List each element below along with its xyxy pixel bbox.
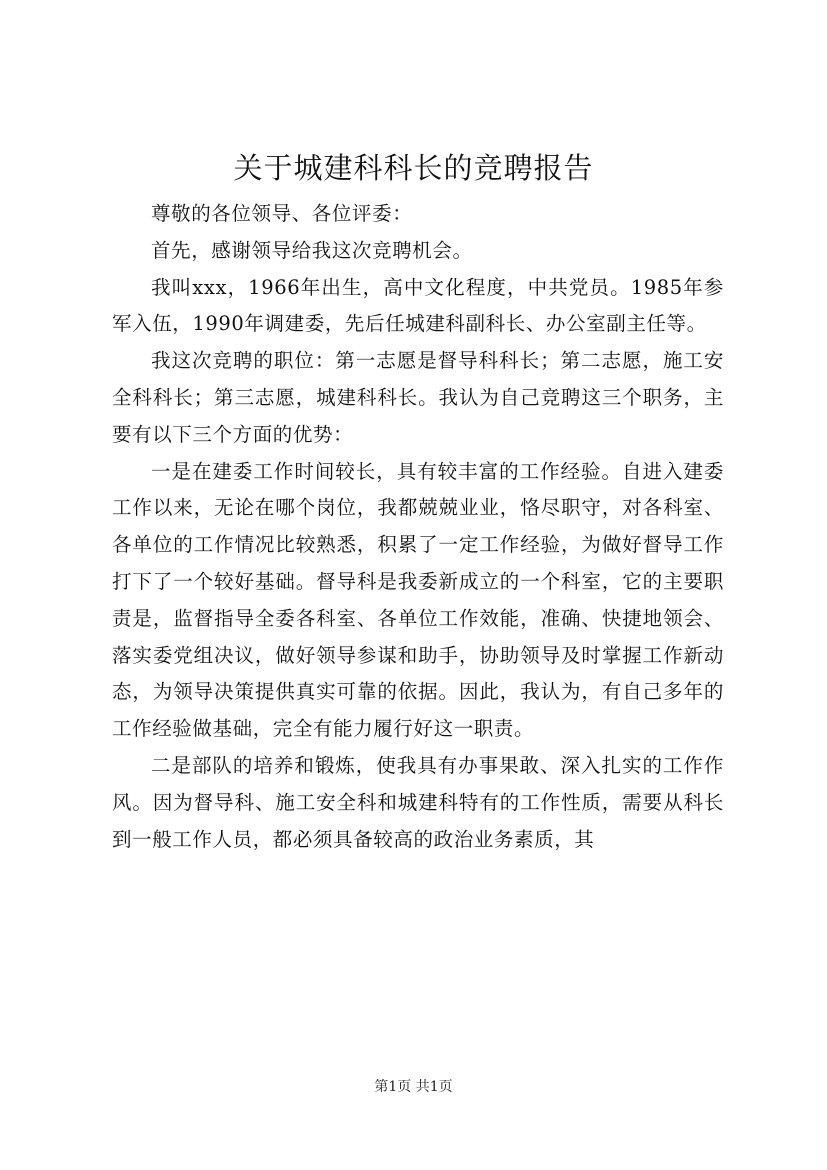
document-body — [112, 196, 724, 858]
document-title: 关于城建科科长的竞聘报告 — [233, 151, 594, 185]
paragraph-introduction: 我叫xxx，1966年出生，高中文化程度，中共党员。1985年参军入伍，1990年调建委，先后任城建科副科长、办公室副主任等。 — [112, 275, 724, 336]
paragraph-thanks: 首先，感谢领导给我这次竞聘机会。 — [151, 238, 473, 262]
page-footer: 第1页 共1页 — [374, 1079, 453, 1095]
paragraph-salutation: 尊敬的各位领导、各位评委： — [151, 202, 413, 225]
paragraph-advantage-one: 一是在建委工作时间较长，具有较丰富的工作经验。自进入建委工作以来，无论在哪个岗位，我都兢兢业业，恪尽职守，对各科室、各单位的工作情况比较熟悉，积累了一定工作经验，为做好督导工作打下了一个较好基础。督导科是我委新成立的一个科室，它的主要职责是，监督指导全委各科室、各单位工作效能，准确、快捷地领会、落实委党组决议，做好领导参谋和助手，协助领导及时掌握工作新动态，为领导决策提供真实可靠的依据。因此，我认为，有自己多年的工作经验做基础，完全有能力履行好这一职责。 — [112, 459, 724, 741]
paragraph-advantage-two: 二是部队的培养和锻炼，使我具有办事果敢、深入扎实的工作作风。因为督导科、施工安全科和城建科特有的工作性质，需要从科长到一般工作人员，都必须具备较高的政治业务素质，其 — [112, 753, 724, 851]
paragraph-positions: 我这次竞聘的职位：第一志愿是督导科科长；第二志愿，施工安全科科长；第三志愿，城建科科长。我认为自己竞聘这三个职务，主要有以下三个方面的优势： — [112, 349, 724, 446]
